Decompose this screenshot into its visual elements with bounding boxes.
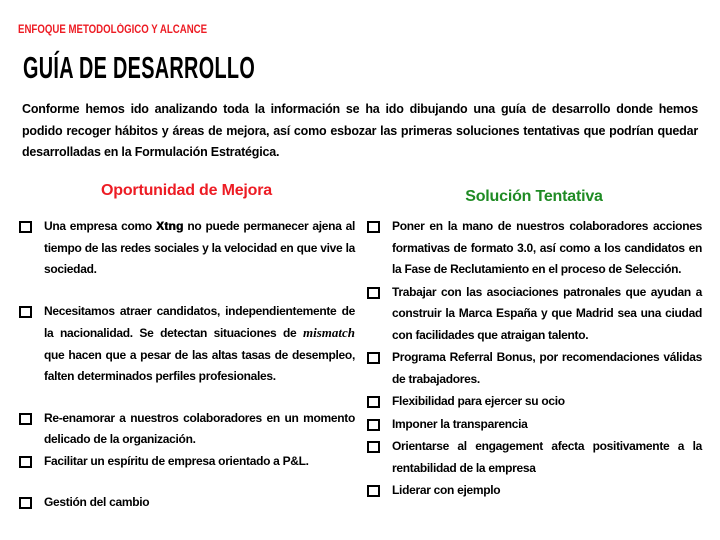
list-item (18, 408, 355, 451)
checkbox-bullet-icon (367, 419, 380, 431)
checkbox-bullet-icon (367, 221, 380, 233)
list-item-text: Orientarse al engagement afecta positivamente a la rentabilidad de la empresa (392, 439, 702, 475)
checkbox-bullet-icon (367, 396, 380, 408)
page-title: GUÍA DE DESARROLLO (23, 50, 256, 85)
column-heading-solucion: Solución Tentativa (465, 188, 603, 205)
kicker-label: ENFOQUE METODOLÓGICO Y ALCANCE (18, 24, 208, 36)
list-item-text: Liderar con ejemplo (392, 483, 501, 497)
list-item-text: Imponer la transparencia (392, 416, 528, 431)
list-item (18, 451, 355, 473)
checkbox-bullet-icon (19, 306, 32, 318)
list-item (18, 216, 355, 281)
list-item (366, 347, 702, 390)
column-solucion-tentativa (366, 182, 702, 514)
list-item-text: Poner en la mano de nuestros colaboradores acciones formativas de formato 3.0, así como a los candidatos en la Fase de Reclutamiento en el proceso de Selección. (392, 219, 702, 276)
checkbox-bullet-icon (19, 413, 32, 425)
checkbox-bullet-icon (19, 456, 32, 468)
list-item-text: Re-enamorar a nuestros colaboradores en un momento delicado de la organización. (44, 410, 355, 446)
list-item (366, 414, 702, 436)
list-item (366, 216, 702, 281)
list-item (366, 391, 702, 413)
list-item-text: Una empresa como Xtng no puede permanecer ajena al tiempo de las redes sociales y la velocidad en que vive la sociedad. (44, 219, 355, 276)
list-item (18, 492, 355, 514)
checkbox-bullet-icon (367, 287, 380, 299)
list-item-text: Facilitar un espíritu de empresa orientado a P&L. (44, 453, 309, 468)
list-item-text: Flexibilidad para ejercer su ocio (392, 394, 565, 408)
checkbox-bullet-icon (367, 352, 380, 364)
column-oportunidad-de-mejora (18, 182, 355, 514)
checkbox-bullet-icon (367, 485, 380, 497)
list-item-text: Gestión del cambio (44, 495, 150, 509)
two-column-layout (18, 182, 702, 514)
checkbox-bullet-icon (19, 497, 32, 509)
checkbox-bullet-icon (19, 221, 32, 233)
column-heading-oportunidad: Oportunidad de Mejora (101, 182, 272, 199)
list-item (366, 282, 702, 347)
list-item (18, 301, 355, 388)
checkbox-bullet-icon (367, 441, 380, 453)
intro-paragraph: Conforme hemos ido analizando toda la información se ha ido dibujando una guía de desarrollo donde hemos podido recoger hábitos y áreas de mejora, así como esbozar las primeras soluciones tentativas que podrían quedar desarrolladas en la Formulación Estratégica. (22, 102, 698, 159)
bullet-list-oportunidad (18, 216, 355, 514)
list-item (366, 436, 702, 479)
list-item (366, 480, 702, 502)
list-item-text: Trabajar con las asociaciones patronales que ayudan a construir la Marca España y que Madrid sea una ciudad con facilidades que atraigan talento. (392, 284, 702, 342)
list-item-text: Necesitamos atraer candidatos, independientemente de la nacionalidad. Se detectan situaciones de mismatch que hacen que a pesar de las altas tasas de desempleo, falten determinados perfiles profesionales. (44, 303, 355, 383)
bullet-list-solucion (366, 216, 702, 502)
list-item-text: Programa Referral Bonus, por recomendaciones válidas de trabajadores. (392, 350, 702, 386)
